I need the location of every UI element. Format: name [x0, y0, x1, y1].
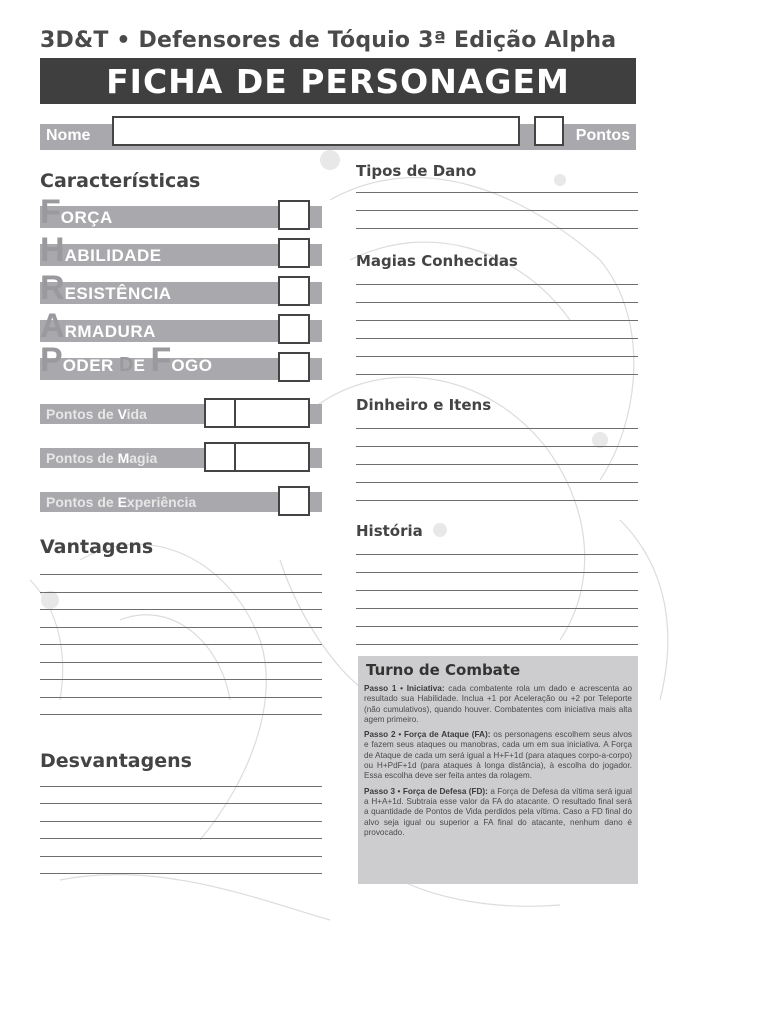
write-line[interactable]: [356, 192, 638, 193]
write-line[interactable]: [40, 679, 322, 680]
attribute-label: HABILIDADE: [40, 231, 162, 269]
write-line[interactable]: [356, 284, 638, 285]
combat-step-3: Passo 3 • Força de Defesa (FD): a Força de Defesa da vítima será igual a H+A+1d. Subtraia esse valor da FA do atacante. O resultado final será a quantidade de Pontos de Vida perdidos pela vítima. Caso a FD final do alvo seja igual ou superior a FA final do atacante, nenhum dano é provocado.: [364, 786, 632, 837]
pontos-de-experiencia: [40, 492, 322, 512]
combat-rules: [364, 684, 632, 843]
dinheiro-e-itens-title: Dinheiro e Itens: [356, 396, 492, 414]
forca-value-box[interactable]: [278, 200, 310, 230]
write-line[interactable]: [40, 714, 322, 715]
vantagens-title: Vantagens: [40, 536, 154, 558]
write-line[interactable]: [356, 446, 638, 447]
attribute-resistencia: [40, 269, 322, 307]
points-label: Pontos: [575, 127, 630, 144]
points-field[interactable]: [534, 116, 564, 146]
combat-title: Turno de Combate: [366, 661, 521, 679]
pontos-de-experiencia-label: Pontos de Experiência: [46, 494, 197, 510]
write-line[interactable]: [40, 592, 322, 593]
pm-max-box[interactable]: [234, 442, 310, 472]
name-row: [40, 124, 636, 150]
attribute-poder-de-fogo: [40, 341, 322, 380]
attribute-forca: [40, 193, 322, 231]
write-line[interactable]: [40, 786, 322, 787]
write-line[interactable]: [356, 302, 638, 303]
write-line[interactable]: [356, 500, 638, 501]
name-label: Nome: [46, 127, 91, 144]
write-line[interactable]: [356, 464, 638, 465]
name-field[interactable]: [112, 116, 520, 146]
combat-step-2: Passo 2 • Força de Ataque (FA): os personagens escolhem seus alvos e fazem seus ataques ou manobras, cada um em sua iniciativa. A Força de Ataque de cada um será igual a H+F+1d (para ataques corpo-a-corpo) ou H+PdF+1d (para ataques à longa distância), à escolha do jogador. Essa escolha deve ser feita antes da rolagem.: [364, 730, 632, 781]
tipos-de-dano-title: Tipos de Dano: [356, 162, 477, 180]
write-line[interactable]: [40, 873, 322, 874]
write-line[interactable]: [356, 428, 638, 429]
write-line[interactable]: [356, 626, 638, 627]
write-line[interactable]: [40, 803, 322, 804]
attribute-habilidade: [40, 231, 322, 269]
write-line[interactable]: [356, 644, 638, 645]
write-line[interactable]: [40, 609, 322, 610]
attribute-label: PODER DE FOGO: [40, 341, 213, 379]
historia-title: História: [356, 522, 423, 540]
write-line[interactable]: [356, 210, 638, 211]
pontos-de-vida-label: Pontos de Vida: [46, 406, 147, 422]
write-line[interactable]: [356, 554, 638, 555]
armadura-value-box[interactable]: [278, 314, 310, 344]
pontos-de-magia-label: Pontos de Magia: [46, 450, 158, 466]
attribute-label: FORÇA: [40, 193, 113, 231]
write-line[interactable]: [356, 228, 638, 229]
characteristics-title: Características: [40, 170, 201, 192]
banner-title: FICHA DE PERSONAGEM: [106, 62, 570, 101]
write-line[interactable]: [40, 821, 322, 822]
habilidade-value-box[interactable]: [278, 238, 310, 268]
write-line[interactable]: [356, 374, 638, 375]
poder-de-fogo-value-box[interactable]: [278, 352, 310, 382]
header-title: 3D&T • Defensores de Tóquio 3ª Edição Alpha: [40, 28, 617, 53]
combat-step-1: Passo 1 • Iniciativa: cada combatente rola um dado e acrescenta ao resultado sua Habilidade. Inclua +1 por Aceleração ou +2 por Teleporte (não cumulativos), quando houver. Combatentes com iniciativa mais alta agem primeiro.: [364, 684, 632, 724]
write-line[interactable]: [356, 608, 638, 609]
title-banner: [40, 58, 636, 104]
write-line[interactable]: [356, 482, 638, 483]
pv-current-box[interactable]: [204, 398, 236, 428]
write-line[interactable]: [40, 644, 322, 645]
write-line[interactable]: [40, 574, 322, 575]
write-line[interactable]: [40, 838, 322, 839]
attribute-label: ARMADURA: [40, 307, 156, 345]
write-line[interactable]: [40, 856, 322, 857]
write-line[interactable]: [40, 627, 322, 628]
write-line[interactable]: [356, 590, 638, 591]
pontos-de-magia: [40, 448, 322, 468]
pv-max-box[interactable]: [234, 398, 310, 428]
magias-conhecidas-title: Magias Conhecidas: [356, 252, 518, 270]
attribute-armadura: [40, 307, 322, 345]
pm-current-box[interactable]: [204, 442, 236, 472]
desvantagens-title: Desvantagens: [40, 750, 192, 772]
resistencia-value-box[interactable]: [278, 276, 310, 306]
combat-turn-box: [358, 656, 638, 884]
write-line[interactable]: [356, 338, 638, 339]
xp-box[interactable]: [278, 486, 310, 516]
write-line[interactable]: [40, 697, 322, 698]
write-line[interactable]: [356, 572, 638, 573]
write-line[interactable]: [40, 662, 322, 663]
attribute-label: RESISTÊNCIA: [40, 269, 172, 307]
pontos-de-vida: [40, 404, 322, 424]
write-line[interactable]: [356, 320, 638, 321]
write-line[interactable]: [356, 356, 638, 357]
